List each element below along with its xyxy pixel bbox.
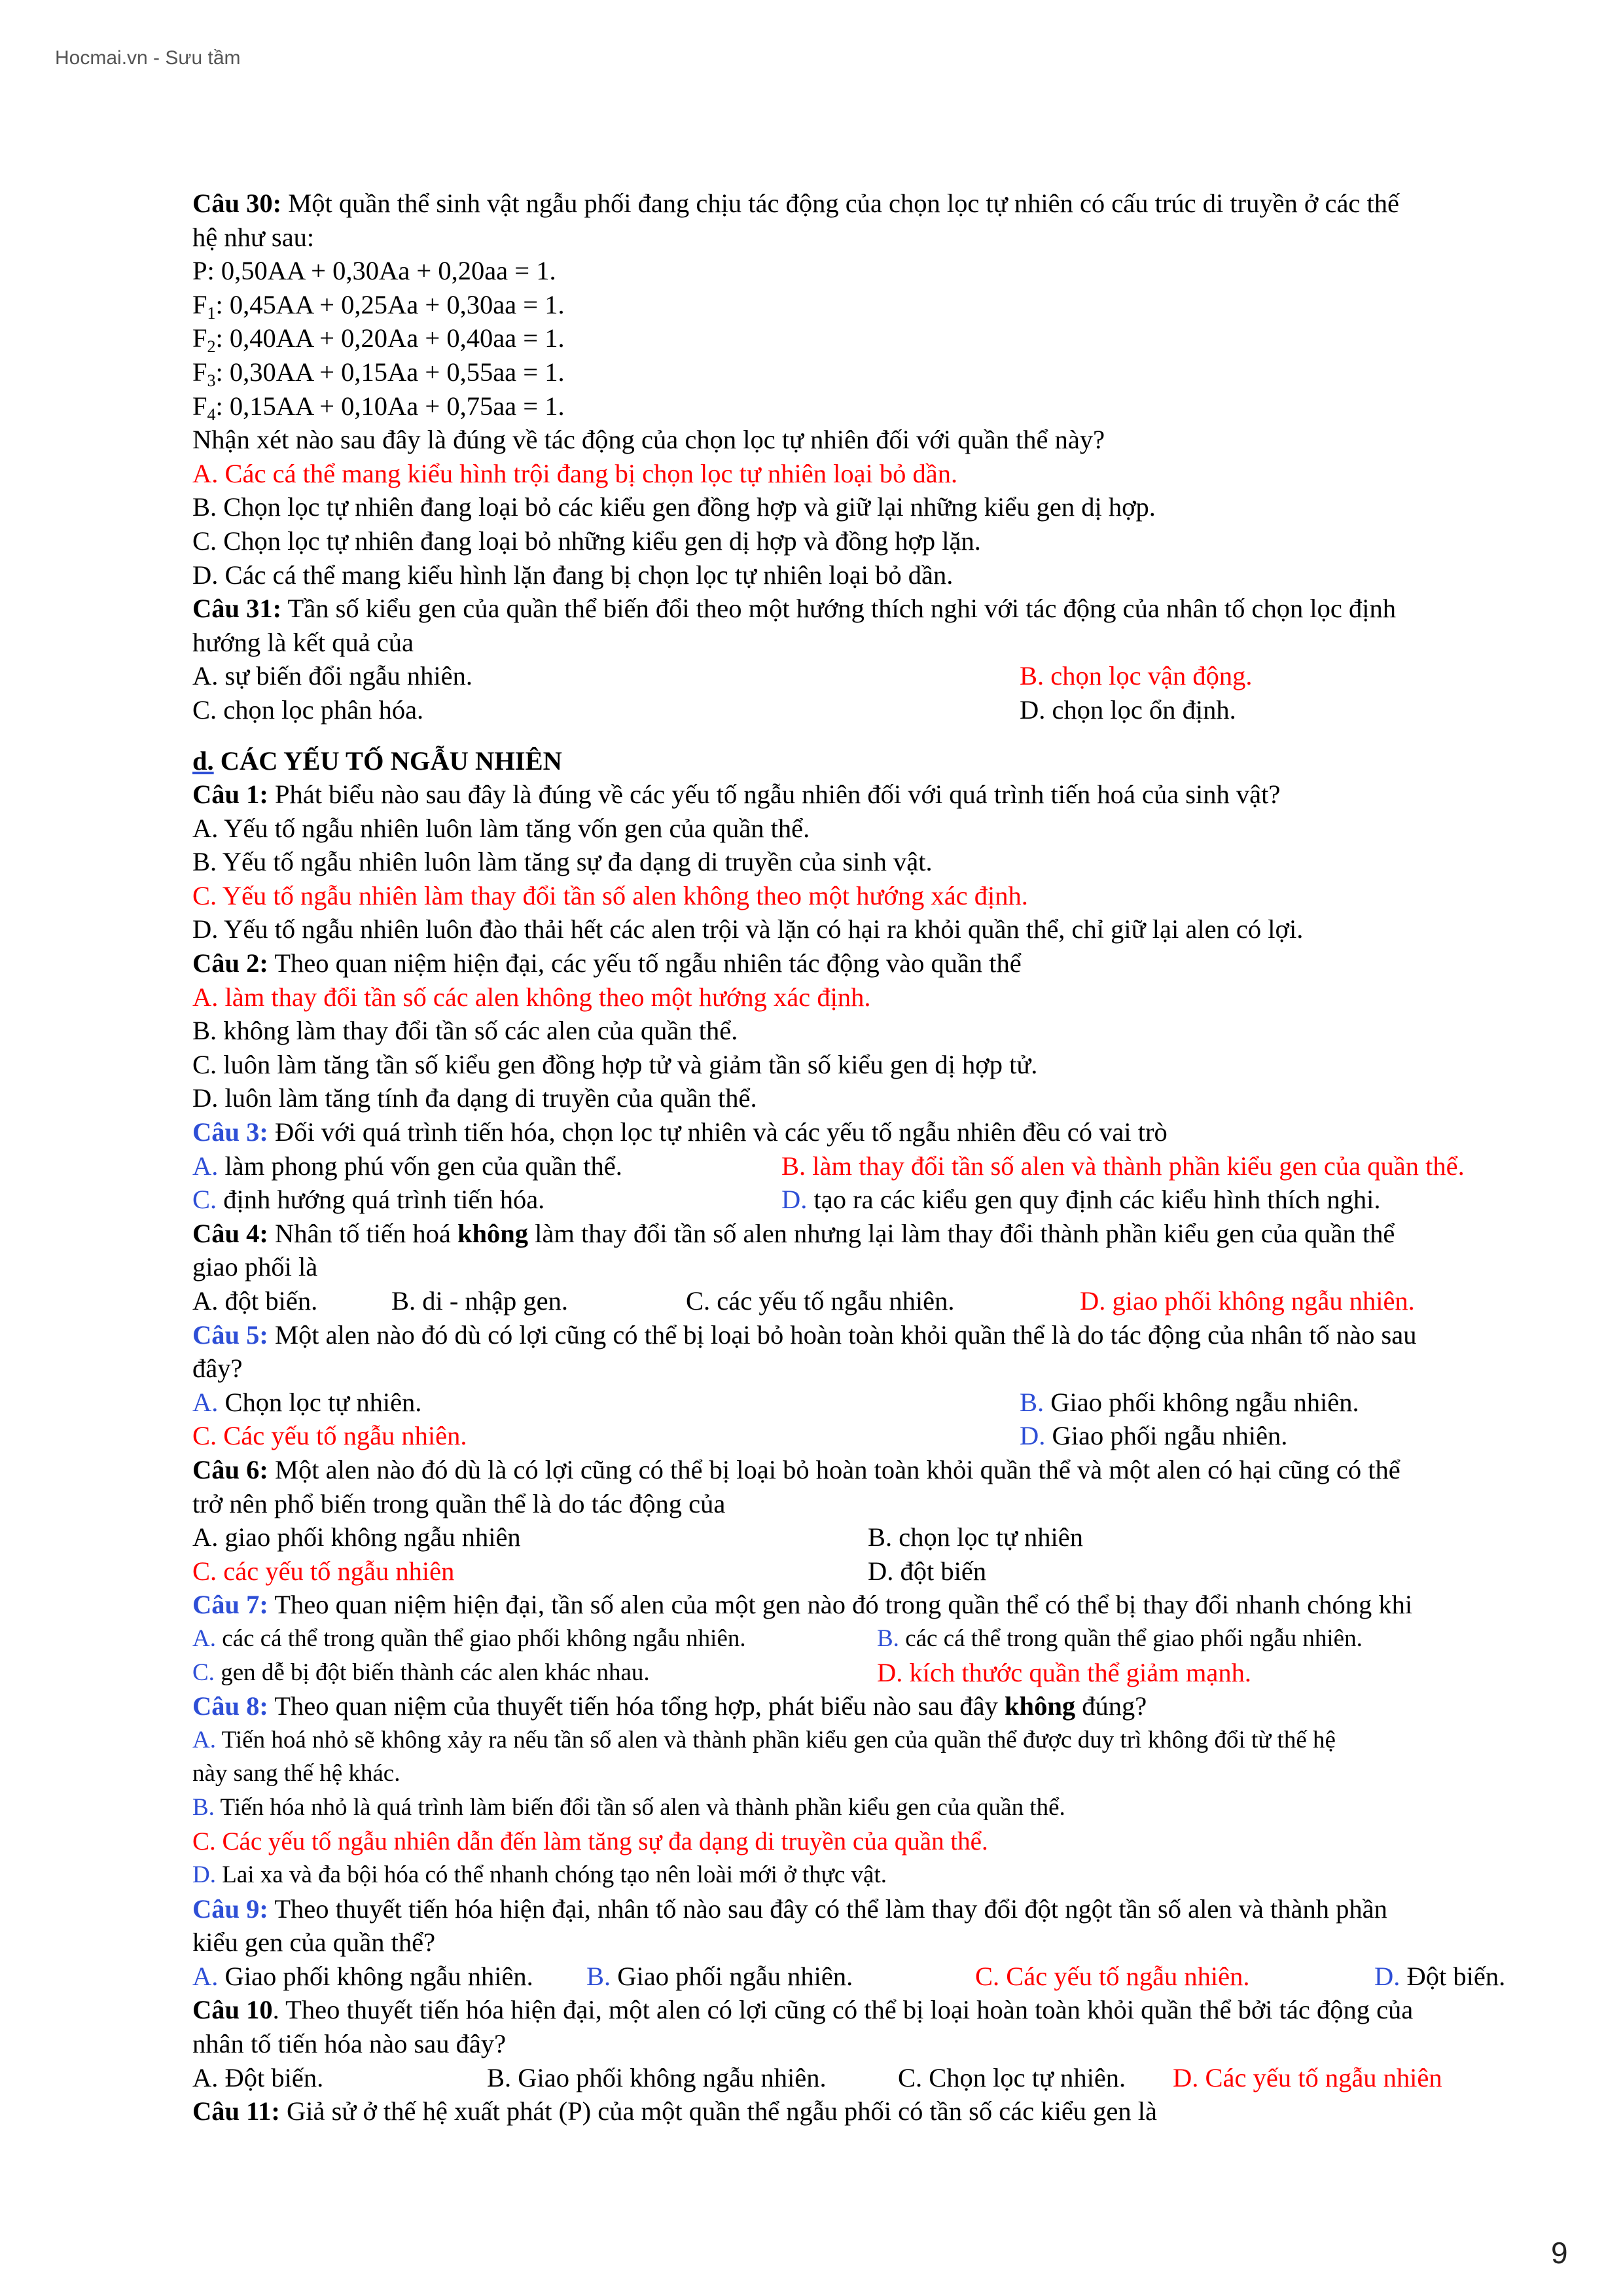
page-number: 9: [1551, 2236, 1568, 2270]
question-5-stem: [192, 1318, 1580, 1352]
option-b: [586, 1960, 853, 1994]
question-text: Đối với quá trình tiến hóa, chọn lọc tự nhiên và các yếu tố ngẫu nhiên đều có vai trò: [268, 1117, 1168, 1147]
gen-label: F: [192, 391, 207, 421]
option-a: A. đột biến.: [192, 1286, 318, 1316]
question-text: Phát biểu nào sau đây là đúng về các yếu tố ngẫu nhiên đối với quá trình tiến hoá của sinh vật?: [268, 780, 1281, 810]
genotype-p: P: 0,50AA + 0,30Aa + 0,20aa = 1.: [192, 256, 556, 286]
option-letter: C.: [192, 1659, 215, 1686]
genotype-f2: [192, 321, 1580, 355]
question-label: Câu 6:: [192, 1454, 268, 1484]
emphasis: không: [1005, 1691, 1076, 1721]
option-d-correct: D. kích thước quần thể giảm mạnh.: [877, 1657, 1251, 1687]
gen-label: F: [192, 357, 207, 387]
question-label: Câu 11:: [192, 2096, 280, 2126]
options-row: [192, 2061, 1580, 2095]
question-label: Câu 1:: [192, 780, 268, 810]
option-a-cont: này sang thế hệ khác.: [192, 1760, 401, 1787]
question-label: Câu 3:: [192, 1117, 268, 1147]
option-a-correct: A. làm thay đổi tần số các alen không theo một hướng xác định.: [192, 982, 871, 1012]
option-letter: B.: [877, 1624, 899, 1652]
option-b-correct: B. làm thay đổi tần số alen và thành phần kiểu gen của quần thể.: [781, 1151, 1465, 1181]
question-30-stem-cont: hệ như sau:: [192, 222, 315, 252]
option-d: [1374, 1960, 1505, 1994]
options-row: [192, 1554, 1580, 1588]
options-row: [192, 1520, 1580, 1554]
question-label: Câu 5:: [192, 1319, 268, 1350]
option-letter: D.: [1374, 1961, 1400, 1991]
option-d: D. luôn làm tăng tính đa dạng di truyền của quần thể.: [192, 1083, 757, 1113]
option-b: B. Chọn lọc tự nhiên đang loại bỏ các kiểu gen đồng hợp và giữ lại những kiểu gen dị hợp.: [192, 492, 1156, 522]
options-row: [192, 1183, 1580, 1217]
option-text: Giao phối không ngẫu nhiên.: [1044, 1387, 1359, 1417]
option-d: D. đột biến: [868, 1556, 987, 1586]
gen-text: : 0,30AA + 0,15Aa + 0,55aa = 1.: [215, 357, 565, 387]
gen-sub: 1: [207, 303, 216, 323]
emphasis: không: [457, 1218, 529, 1248]
option-text: các cá thể trong quần thể giao phối không ngẫu nhiên.: [215, 1624, 746, 1652]
option-text: Lai xa và đa bội hóa có thể nhanh chóng tạo nên loài mới ở thực vật.: [215, 1861, 887, 1889]
section-letter: d.: [192, 745, 214, 776]
option-c-correct: C. Yếu tố ngẫu nhiên làm thay đổi tần số alen không theo một hướng xác định.: [192, 880, 1028, 910]
option-letter: B.: [586, 1961, 611, 1991]
option-letter: D.: [192, 1861, 216, 1889]
gen-sub: 4: [207, 404, 216, 424]
option-d: [192, 1858, 1580, 1892]
options-row: [192, 1656, 1580, 1690]
gen-sub: 2: [207, 337, 216, 357]
question-text: làm thay đổi tần số alen nhưng lại làm thay đổi thành phần kiểu gen của quần thể: [528, 1218, 1395, 1248]
option-d: D. chọn lọc ổn định.: [1020, 694, 1236, 725]
option-b: [877, 1622, 1363, 1656]
option-letter: C.: [192, 1185, 217, 1215]
question-7-stem: [192, 1588, 1580, 1622]
page-header: Hocmai.vn - Sưu tầm: [55, 47, 241, 69]
question-4-stem: [192, 1217, 1580, 1251]
option-text: định hướng quá trình tiến hóa.: [217, 1185, 545, 1215]
option-text: Giao phối ngẫu nhiên.: [1045, 1421, 1288, 1451]
option-text: Tiến hoá nhỏ sẽ không xảy ra nếu tần số alen và thành phần kiểu gen của quần thể được duy trì không đổi từ thế hệ: [215, 1726, 1336, 1753]
option-text: gen dễ bị đột biến thành các alen khác nhau.: [214, 1659, 650, 1686]
option-c-correct: C. các yếu tố ngẫu nhiên: [192, 1556, 455, 1586]
option-d: [1020, 1419, 1287, 1453]
option-b-correct: B. chọn lọc vận động.: [1020, 661, 1253, 691]
option-b: B. chọn lọc tự nhiên: [868, 1522, 1084, 1552]
question-label: Câu 10: [192, 1995, 273, 2025]
option-c: C. chọn lọc phân hóa.: [192, 694, 424, 725]
option-a: [192, 1149, 622, 1183]
question-label: Câu 2:: [192, 948, 268, 978]
option-text: Giao phối không ngẫu nhiên.: [218, 1961, 533, 1991]
option-text: Đột biến.: [1400, 1961, 1506, 1991]
option-letter: A.: [192, 1961, 219, 1991]
option-text: Giao phối ngẫu nhiên.: [611, 1961, 853, 1991]
question-3-stem: [192, 1115, 1580, 1149]
option-a: [192, 1622, 746, 1656]
options-row: [192, 1284, 1580, 1318]
genotype-f1: [192, 288, 1580, 322]
question-text: Một alen nào đó dù có lợi cũng có thể bị loại bỏ hoàn toàn khỏi quần thể là do tác động của nhân tố nào sau: [268, 1319, 1417, 1350]
question-text: Theo quan niệm hiện đại, tần số alen của một gen nào đó trong quần thể có thể bị thay đổi nhanh chóng khi: [268, 1590, 1413, 1620]
genotype-f4: [192, 389, 1580, 423]
genotype-f3: [192, 355, 1580, 389]
option-letter: B.: [192, 1793, 215, 1821]
question-30-prompt: Nhận xét nào sau đây là đúng về tác động của chọn lọc tự nhiên đối với quần thể này?: [192, 425, 1105, 455]
section-title: CÁC YẾU TỐ NGẪU NHIÊN: [213, 745, 562, 776]
option-b: B. không làm thay đổi tần số các alen của quần thể.: [192, 1016, 738, 1046]
question-label: Câu 7:: [192, 1590, 268, 1620]
question-4-stem-cont: giao phối là: [192, 1252, 318, 1282]
question-10-stem: [192, 1993, 1580, 2027]
option-letter: A.: [192, 1151, 219, 1181]
question-text: Theo quan niệm hiện đại, các yếu tố ngẫu nhiên tác động vào quần thể: [268, 948, 1022, 978]
option-c: [192, 1656, 650, 1690]
question-10-stem-cont: nhân tố tiến hóa nào sau đây?: [192, 2029, 507, 2059]
question-31-stem-cont: hướng là kết quả của: [192, 627, 414, 657]
option-c: C. Chọn lọc tự nhiên.: [898, 2062, 1126, 2092]
question-label: Câu 8:: [192, 1691, 268, 1721]
option-a: A. giao phối không ngẫu nhiên: [192, 1522, 521, 1552]
option-d-correct: D. Các yếu tố ngẫu nhiên: [1173, 2062, 1442, 2092]
question-11-stem: [192, 2094, 1580, 2128]
option-b: [192, 1791, 1580, 1825]
option-d: D. Yếu tố ngẫu nhiên luôn đào thải hết các alen trội và lặn có hại ra khỏi quần thể, chỉ giữ lại alen có lợi.: [192, 914, 1304, 944]
question-30-stem: [192, 187, 1580, 221]
option-c-correct: C. Các yếu tố ngẫu nhiên dẫn đến làm tăng sự đa dạng di truyền của quần thể.: [192, 1827, 988, 1856]
option-c-correct: C. Các yếu tố ngẫu nhiên.: [975, 1961, 1250, 1991]
option-b: [1020, 1386, 1359, 1420]
options-row: [192, 1149, 1580, 1183]
option-text: Chọn lọc tự nhiên.: [218, 1387, 422, 1417]
question-8-stem: [192, 1689, 1580, 1723]
option-b: B. di - nhập gen.: [391, 1286, 568, 1316]
option-a: [192, 1723, 1580, 1757]
question-5-stem-cont: đây?: [192, 1354, 243, 1384]
option-letter: A.: [192, 1624, 216, 1652]
option-b: B. Yếu tố ngẫu nhiên luôn làm tăng sự đa dạng di truyền của sinh vật.: [192, 847, 933, 877]
options-row: [192, 693, 1580, 727]
gen-sub: 3: [207, 370, 216, 390]
option-letter: A.: [192, 1726, 216, 1753]
options-row: [192, 1960, 1580, 1994]
question-text: Một alen nào đó dù là có lợi cũng có thể bị loại bỏ hoàn toàn khỏi quần thể và một alen có hại cũng có thể: [268, 1454, 1400, 1484]
gen-text: : 0,45AA + 0,25Aa + 0,30aa = 1.: [215, 289, 565, 319]
question-31-stem: [192, 592, 1580, 626]
question-text: Theo thuyết tiến hóa hiện đại, nhân tố nào sau đây có thể làm thay đổi đột ngột tần số alen và thành phần: [268, 1893, 1387, 1924]
option-c: C. Chọn lọc tự nhiên đang loại bỏ những kiểu gen dị hợp và đồng hợp lặn.: [192, 526, 981, 556]
options-row: [192, 1419, 1580, 1453]
option-a-correct: A. Các cá thể mang kiểu hình trội đang bị chọn lọc tự nhiên loại bỏ dần.: [192, 458, 958, 488]
option-c: C. các yếu tố ngẫu nhiên.: [686, 1286, 955, 1316]
question-text: Tần số kiểu gen của quần thể biến đổi theo một hướng thích nghi với tác động của nhân tố chọn lọc định: [281, 594, 1396, 624]
document-body: [192, 187, 1580, 2128]
gen-label: F: [192, 323, 207, 353]
option-letter: B.: [1020, 1387, 1044, 1417]
gen-text: : 0,15AA + 0,10Aa + 0,75aa = 1.: [215, 391, 565, 421]
option-a: [192, 1960, 533, 1994]
question-label: Câu 31:: [192, 594, 282, 624]
option-d: [781, 1183, 1380, 1217]
question-text: . Theo thuyết tiến hóa hiện đại, một alen có lợi cũng có thể bị loại hoàn toàn khỏi quần thể bởi tác động của: [272, 1995, 1414, 2025]
option-a: [192, 1386, 421, 1420]
question-label: Câu 9:: [192, 1893, 268, 1924]
gen-label: F: [192, 289, 207, 319]
question-2-stem: [192, 946, 1580, 980]
option-d: D. Các cá thể mang kiểu hình lặn đang bị chọn lọc tự nhiên loại bỏ dần.: [192, 560, 954, 590]
question-text: Theo quan niệm của thuyết tiến hóa tổng hợp, phát biểu nào sau đây: [268, 1691, 1005, 1721]
option-text: các cá thể trong quần thể giao phối ngẫu nhiên.: [899, 1624, 1363, 1652]
option-c: C. luôn làm tăng tần số kiểu gen đồng hợp tử và giảm tần số kiểu gen dị hợp tử.: [192, 1049, 1038, 1079]
question-label: Câu 30:: [192, 188, 282, 218]
option-a: A. Đột biến.: [192, 2062, 324, 2092]
options-row: [192, 659, 1580, 693]
option-c-correct: C. Các yếu tố ngẫu nhiên.: [192, 1421, 467, 1451]
options-row: [192, 1386, 1580, 1420]
option-b: B. Giao phối không ngẫu nhiên.: [487, 2062, 827, 2092]
question-text: đúng?: [1075, 1691, 1147, 1721]
option-letter: D.: [1020, 1421, 1046, 1451]
option-text: tạo ra các kiểu gen quy định các kiểu hình thích nghi.: [807, 1185, 1381, 1215]
question-6-stem: [192, 1453, 1580, 1487]
question-label: Câu 4:: [192, 1218, 268, 1248]
question-9-stem-cont: kiểu gen của quần thể?: [192, 1928, 436, 1958]
question-1-stem: [192, 778, 1580, 812]
option-a: A. sự biến đổi ngẫu nhiên.: [192, 661, 473, 691]
options-row: [192, 1622, 1580, 1656]
option-d-correct: D. giao phối không ngẫu nhiên.: [1080, 1286, 1415, 1316]
option-text: làm phong phú vốn gen của quần thể.: [218, 1151, 622, 1181]
option-text: Tiến hóa nhỏ là quá trình làm biến đổi tần số alen và thành phần kiểu gen của quần thể.: [214, 1793, 1065, 1821]
question-text: Một quần thể sinh vật ngẫu phối đang chịu tác động của chọn lọc tự nhiên có cấu trúc di truyền ở các thế: [281, 188, 1400, 218]
option-letter: D.: [781, 1185, 808, 1215]
gen-text: : 0,40AA + 0,20Aa + 0,40aa = 1.: [215, 323, 565, 353]
option-c: [192, 1183, 544, 1217]
question-9-stem: [192, 1892, 1580, 1926]
question-6-stem-cont: trở nên phổ biến trong quần thể là do tác động của: [192, 1488, 726, 1518]
option-letter: A.: [192, 1387, 219, 1417]
option-a: A. Yếu tố ngẫu nhiên luôn làm tăng vốn gen của quần thể.: [192, 813, 810, 843]
question-text: Nhân tố tiến hoá: [268, 1218, 457, 1248]
section-heading: [192, 744, 1580, 778]
question-text: Giả sử ở thế hệ xuất phát (P) của một quần thể ngẫu phối có tần số các kiểu gen là: [279, 2096, 1158, 2126]
